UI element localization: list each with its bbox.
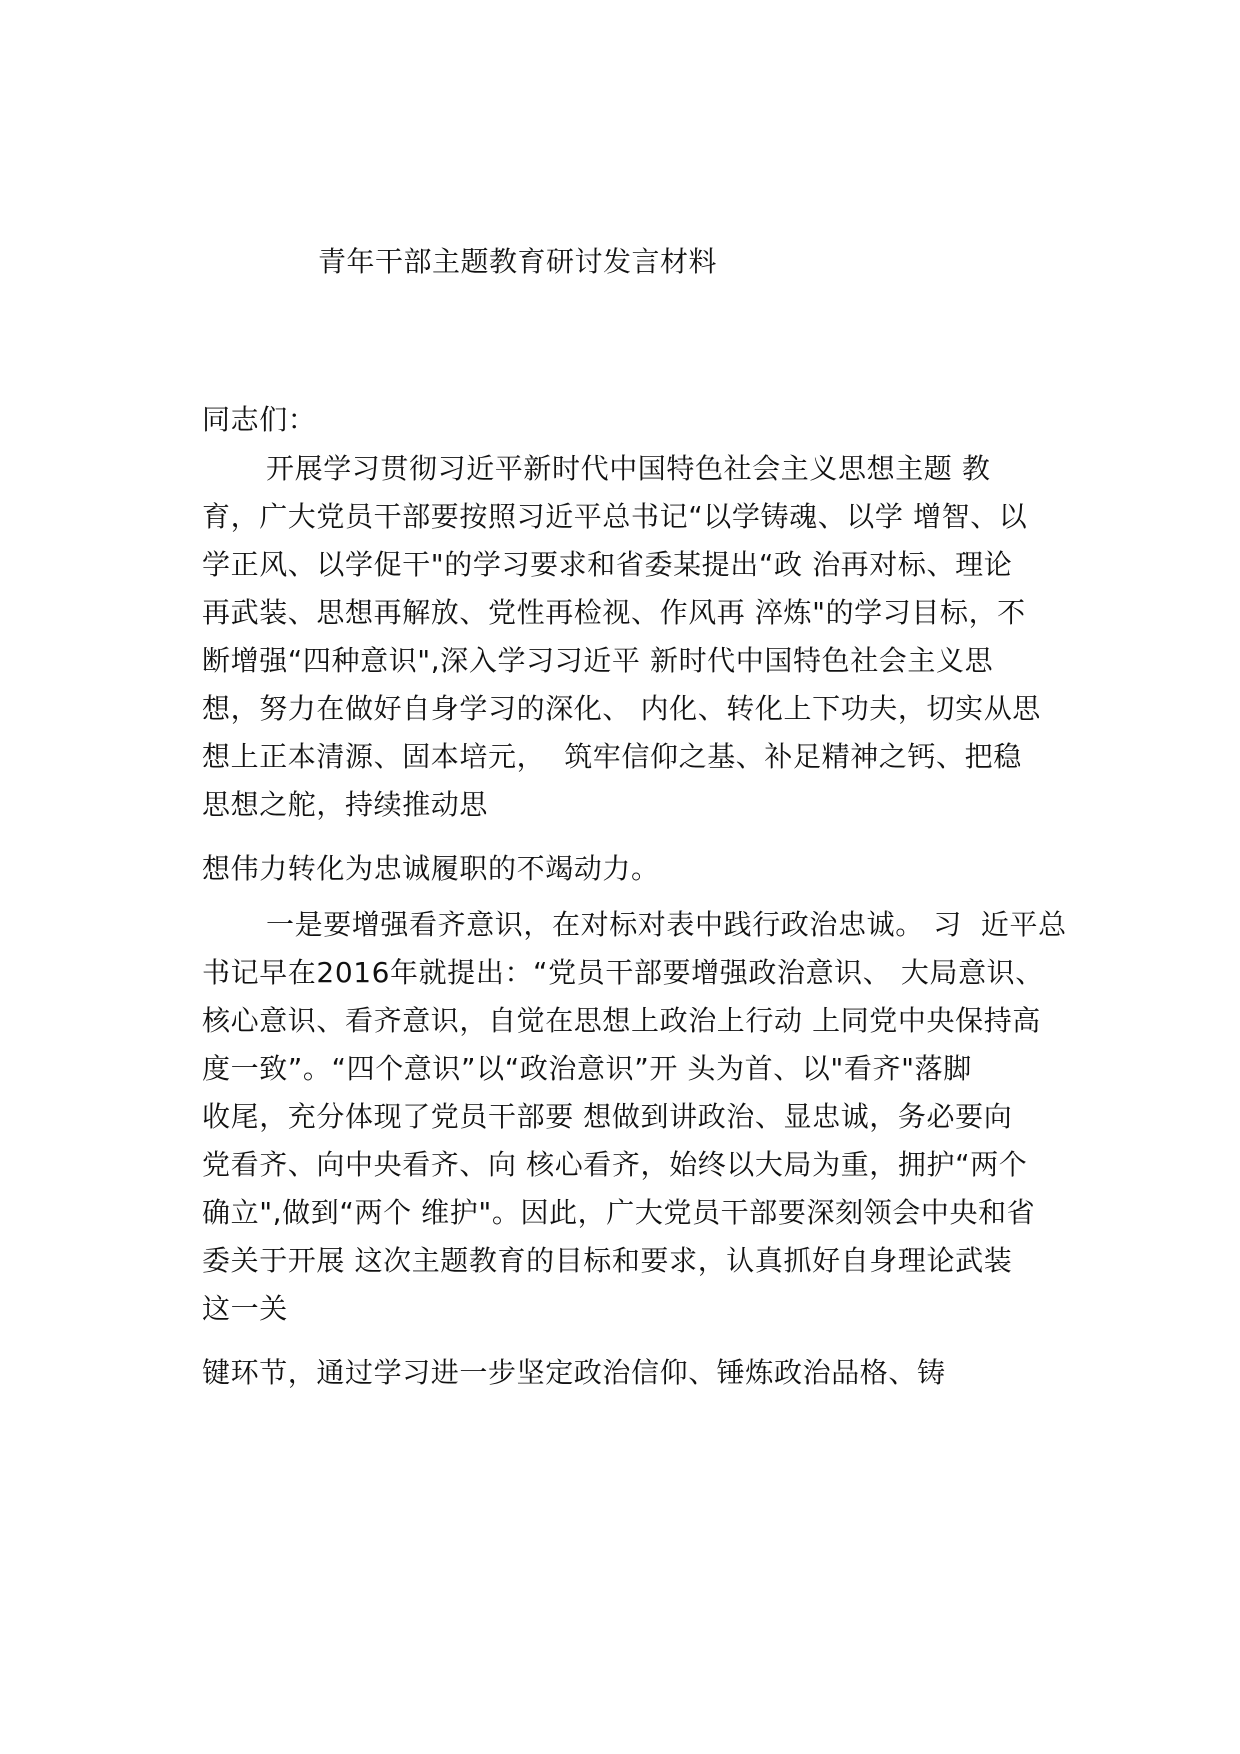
salutation: 同志们： bbox=[202, 403, 317, 436]
paragraph-line: 这一关 bbox=[202, 1292, 288, 1325]
paragraph-line: 断增强“四种意识",深入学习习近平 新时代中国特色社会主义思 bbox=[202, 644, 994, 677]
paragraph-line: 委关于开展 这次主题教育的目标和要求，认真抓好自身理论武装 bbox=[202, 1244, 1013, 1277]
paragraph-line: 一是要增强看齐意识，在对标对表中践行政治忠诚。 习 近平总 bbox=[266, 908, 1067, 941]
paragraph-line: 想伟力转化为忠诚履职的不竭动力。 bbox=[202, 852, 660, 885]
paragraph-line: 学正风、以学促干"的学习要求和省委某提出“政 治再对标、理论 bbox=[202, 548, 1013, 581]
paragraph-line: 书记早在2016年就提出：“党员干部要增强政治意识、 大局意识、 bbox=[202, 956, 1044, 989]
paragraph-line: 度一致”。“四个意识”以“政治意识”开 头为首、以"看齐"落脚 bbox=[202, 1052, 972, 1085]
paragraph-line: 再武装、思想再解放、党性再检视、作风再 淬炼"的学习目标，不 bbox=[202, 596, 1026, 629]
paragraph-line: 想，努力在做好自身学习的深化、 内化、转化上下功夫，切实从思 bbox=[202, 692, 1041, 725]
paragraph-line: 思想之舵，持续推动思 bbox=[202, 788, 489, 821]
paragraph-line: 确立",做到“两个 维护"。因此，广大党员干部要深刻领会中央和省 bbox=[202, 1196, 1036, 1229]
paragraph-line: 核心意识、看齐意识，自觉在思想上政治上行动 上同党中央保持高 bbox=[202, 1004, 1041, 1037]
document-title: 青年干部主题教育研讨发言材料 bbox=[318, 245, 718, 278]
paragraph-line: 育，广大党员干部要按照习近平总书记“以学铸魂、以学 增智、以 bbox=[202, 500, 1028, 533]
paragraph-line: 党看齐、向中央看齐、向 核心看齐，始终以大局为重，拥护“两个 bbox=[202, 1148, 1028, 1181]
paragraph-line: 想上正本清源、固本培元， 筑牢信仰之基、补足精神之钙、把稳 bbox=[202, 740, 1022, 773]
paragraph-line: 开展学习贯彻习近平新时代中国特色社会主义思想主题 教 bbox=[266, 452, 991, 485]
paragraph-line: 键环节，通过学习进一步坚定政治信仰、锤炼政治品格、铸 bbox=[202, 1356, 946, 1389]
paragraph-line: 收尾，充分体现了党员干部要 想做到讲政治、显忠诚，务必要向 bbox=[202, 1100, 1013, 1133]
